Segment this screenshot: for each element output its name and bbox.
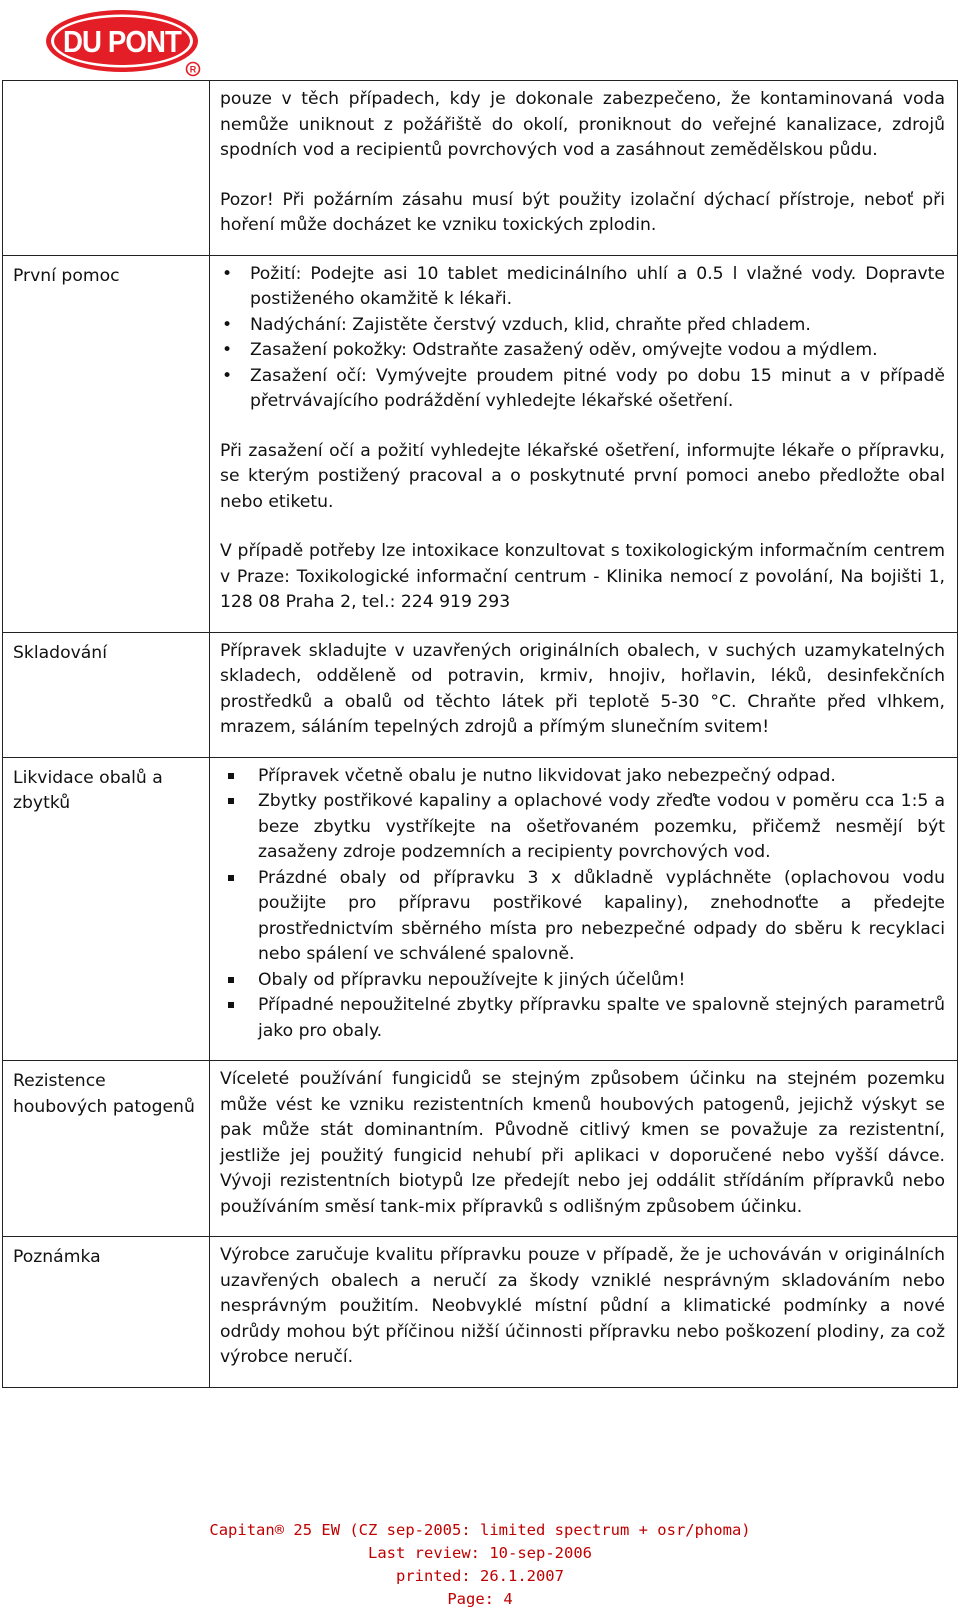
- footer-printed: printed: 26.1.2007: [396, 1567, 564, 1585]
- list-item: Prázdné obaly od přípravku 3 x důkladně vypláchněte (oplachovou vodu použijte pro přípravu postřikové kapaliny), znehodnoťte a předejte prostřednictvím sběrného místa pro nebezpečné odpady do sběru k recyklaci nebo spálení ve schválené spalovně.: [220, 866, 945, 968]
- section-content: [210, 81, 958, 256]
- table-row: [3, 1237, 958, 1388]
- list-item: Případné nepoužitelné zbytky přípravku spalte ve spalovně stejných parametrů jako pro obaly.: [220, 993, 945, 1044]
- paragraph: Víceleté používání fungicidů se stejným způsobem účinku na stejném pozemku může vést ke vzniku rezistentních kmenů houbových patogenů, jejichž výskyt se pak může stát dominantním. Původně citlivý kmen se považuje za rezistentní, jestliže jej použitý fungicid nehubí při aplikaci v doporučené nebo vyšší dávce. Vývoji rezistentních biotypů lze předejít nebo jej oddálit střídáním přípravků nebo používáním směsí tank-mix přípravků s odlišným způsobem účinku.: [220, 1069, 945, 1217]
- safety-table: [2, 80, 958, 1388]
- paragraph: V případě potřeby lze intoxikace konzultovat s toxikologickým informačním centrem v Praze: Toxikologické informační centrum - Klinika nemocí z povolání, Na bojišti 1, 128 08 Praha 2, tel.: 224 919 293: [220, 541, 945, 612]
- section-content: [210, 255, 958, 632]
- paragraph: Výrobce zaručuje kvalitu přípravku pouze v případě, že je uchováván v originálních uzavřených obalech a neručí za škody vzniklé nesprávným skladováním nebo nesprávným použitím. Neobvyklé místní půdní a klimatické podmínky a nové odrůdy mohou být příčinou nižší účinnosti přípravku nebo poškození plodiny, za což výrobce neručí.: [220, 1245, 945, 1367]
- logo-text: DU PONT: [63, 24, 182, 59]
- section-label: První pomoc: [3, 255, 210, 632]
- section-content: [210, 1237, 958, 1388]
- dupont-logo: [44, 6, 206, 78]
- section-content: [210, 1061, 958, 1237]
- section-content: [210, 757, 958, 1061]
- section-label: Poznámka: [3, 1237, 210, 1388]
- table-row: [3, 757, 958, 1061]
- page-footer: [0, 1519, 960, 1611]
- section-label: Likvidace obalů a zbytků: [3, 757, 210, 1061]
- list-item: • Zasažení pokožky: Odstraňte zasažený oděv, omývejte vodou a mýdlem.: [220, 338, 945, 364]
- square-bullet-list: [220, 764, 945, 1045]
- list-item: Přípravek včetně obalu je nutno likvidovat jako nebezpečný odpad.: [220, 764, 945, 790]
- list-item: • Požití: Podejte asi 10 tablet medicinálního uhlí a 0.5 l vlažné vody. Dopravte postiženého okamžitě k lékaři.: [220, 262, 945, 313]
- footer-product: Capitan® 25 EW (CZ sep-2005: limited spectrum + osr/phoma): [209, 1521, 751, 1539]
- table-row: [3, 255, 958, 632]
- paragraph: Při zasažení očí a požití vyhledejte lékařské ošetření, informujte lékaře o přípravku, se kterým postižený pracoval a o poskytnuté první pomoci anebo předložte obal nebo etiketu.: [220, 440, 945, 512]
- paragraph: pouze v těch případech, kdy je dokonale zabezpečeno, že kontaminovaná voda nemůže uniknout z požářiště do okolí, proniknout do veřejné kanalizace, zdrojů spodních vod a recipientů povrchových vod a zasáhnout zemědělskou půdu.: [220, 89, 945, 160]
- section-content: [210, 632, 958, 757]
- bullet-list: [220, 262, 945, 415]
- section-label: Skladování: [3, 632, 210, 757]
- table-row: [3, 81, 958, 256]
- list-item: • Zasažení očí: Vymývejte proudem pitné vody po dobu 15 minut a v případě přetrvávajícího podráždění vyhledejte lékařské ošetření.: [220, 364, 945, 415]
- list-item: Obaly od přípravku nepoužívejte k jiných účelům!: [220, 968, 945, 994]
- list-item: Zbytky postřikové kapaliny a oplachové vody zřeďte vodou v poměru cca 1:5 a beze zbytku vystříkejte na ošetřovaném pozemku, přičemž nesmějí být zasaženy zdroje podzemních a recipienty povrchových vod.: [220, 789, 945, 866]
- list-item: • Nadýchání: Zajistěte čerstvý vzduch, klid, chraňte před chladem.: [220, 313, 945, 339]
- registered-mark: R: [189, 64, 197, 75]
- footer-review: Last review: 10-sep-2006: [368, 1544, 592, 1562]
- section-label: Rezistence houbových patogenů: [3, 1061, 210, 1237]
- section-label: [3, 81, 210, 256]
- footer-page-number: Page: 4: [447, 1590, 513, 1608]
- paragraph: Pozor! Při požárním zásahu musí být použity izolační dýchací přístroje, neboť při hoření může docházet ke vzniku toxických zplodin.: [220, 189, 945, 235]
- table-row: [3, 632, 958, 757]
- table-row: [3, 1061, 958, 1237]
- paragraph: Přípravek skladujte v uzavřených originálních obalech, v suchých uzamykatelných skladech, odděleně od potravin, krmiv, hnojiv, hořlavin, léků, desinfekčních prostředků a obalů od těchto látek při teplotě 5-30 °C. Chraňte před vlhkem, mrazem, sáláním tepelných zdrojů a přímým slunečním svitem!: [220, 640, 945, 737]
